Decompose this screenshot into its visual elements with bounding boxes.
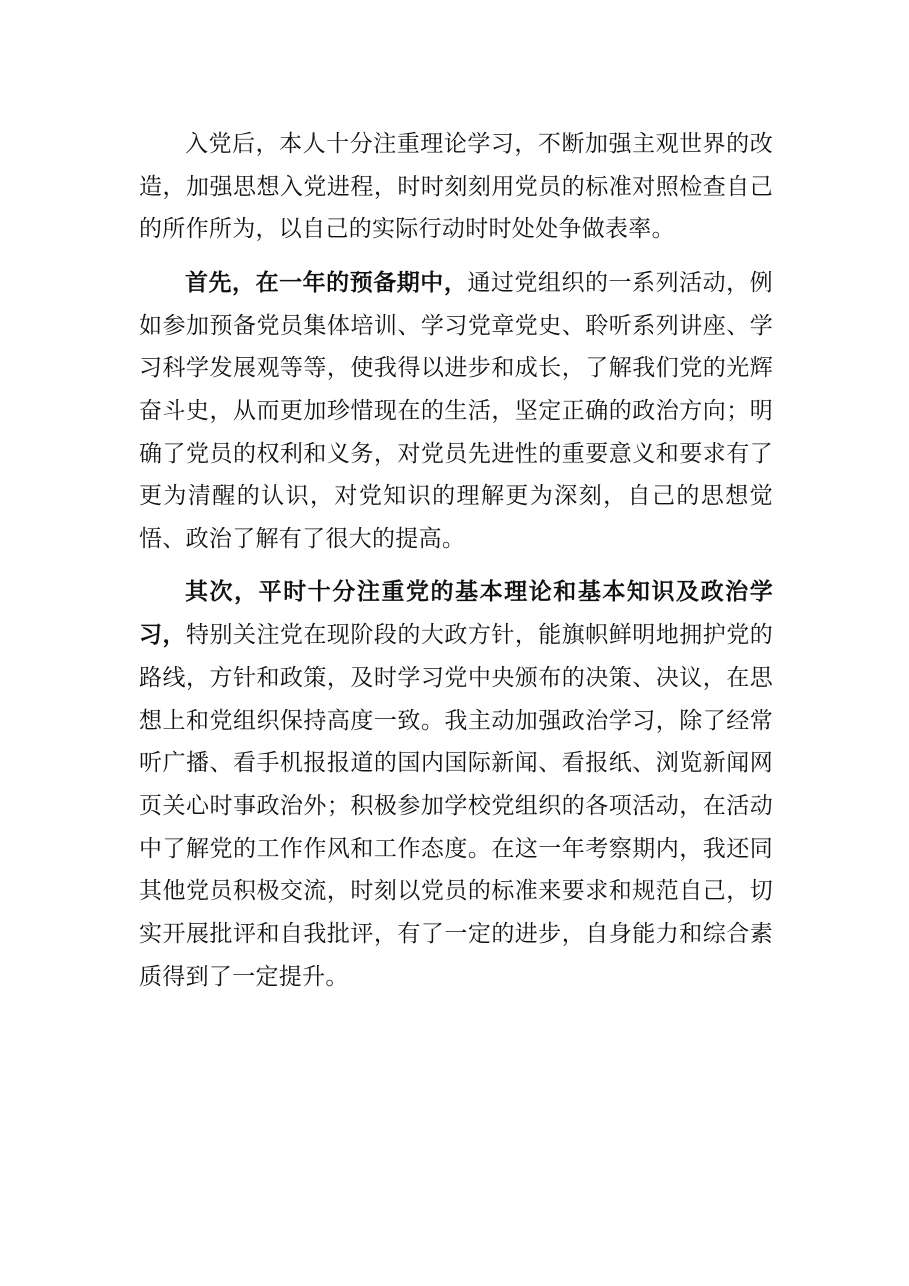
document-body (139, 123, 773, 998)
paragraph-2-text: 通过党组织的一系列活动，例如参加预备党员集体培训、学习党章党史、聆听系列讲座、学习科学发展观等等，使我得以进步和成长，了解我们党的光辉奋斗史，从而更加珍惜现在的生活，坚定正确的政治方向；明确了党员的权利和义务，对党员先进性的重要意义和要求有了更为清醒的认识，对党知识的理解更为深刻，自己的思想觉悟、政治了解有了很大的提高。 (139, 269, 773, 553)
paragraph-1 (139, 123, 773, 251)
paragraph-3-text: 特别关注党在现阶段的大政方针，能旗帜鲜明地拥护党的路线，方针和政策，及时学习党中央颁布的决策、决议，在思想上和党组织保持高度一致。我主动加强政治学习，除了经常听广播、看手机报报道的国内国际新闻、看报纸、浏览新闻网页关心时事政治外；积极参加学校党组织的各项活动，在活动中了解党的工作作风和工作态度。在这一年考察期内，我还同其他党员积极交流，时刻以党员的标准来要求和规范自己，切实开展批评和自我批评，有了一定的进步，自身能力和综合素质得到了一定提升。 (139, 622, 773, 990)
paragraph-3 (139, 571, 773, 998)
paragraph-2 (139, 262, 773, 561)
paragraph-2-lead: 首先，在一年的预备期中， (185, 268, 468, 296)
paragraph-1-text: 入党后，本人十分注重理论学习，不断加强主观世界的改造，加强思想入党进程，时时刻刻用党员的标准对照检查自己的所作所为，以自己的实际行动时时处处争做表率。 (139, 131, 773, 243)
paragraph-3-lead: 其次，平时十分注重党的基本理论和基本知识及政治学习， (139, 578, 773, 649)
